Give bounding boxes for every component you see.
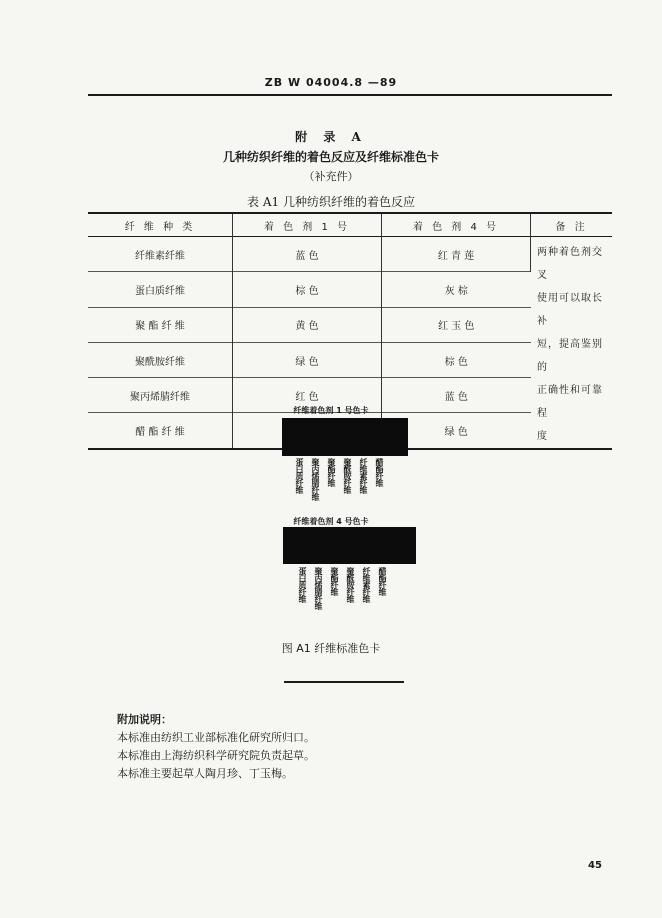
table-row <box>88 237 612 272</box>
annex-title: 附 录 A <box>295 130 367 144</box>
cell-dye-1: 黄 色 <box>233 307 382 342</box>
swatch-label: 聚酯纤维 <box>330 567 339 595</box>
swatch-label: 聚酰胺纤维 <box>346 567 355 602</box>
cell-dye-1: 红 色 <box>233 378 382 413</box>
cell-fiber: 蛋白质纤维 <box>88 272 233 307</box>
standard-code: ZB W 04004.8 —89 <box>264 76 398 89</box>
swatch-label: 醋酯纤维 <box>378 567 387 595</box>
color-card-4-swatch <box>283 527 416 564</box>
remark-line: 短，提高鉴别的 <box>537 339 603 373</box>
color-card-1-labels <box>294 458 384 500</box>
cell-dye-1: 棕 色 <box>233 272 382 307</box>
annex-subtitle: 几种纺织纤维的着色反应及纤维标准色卡 <box>222 150 439 164</box>
swatch-label: 聚酰胺纤维 <box>343 458 352 493</box>
cell-dye-4: 蓝 色 <box>444 391 468 403</box>
color-card-4-title: 纤维着色剂 4 号色卡 <box>293 517 369 526</box>
header-rule <box>88 94 612 96</box>
cell-remarks <box>531 237 613 450</box>
remark-line: 正确性和可靠程 <box>537 385 603 419</box>
cell-dye-4: 红 玉 色 <box>438 321 475 333</box>
cell-fiber: 聚 酯 纤 维 <box>88 307 233 342</box>
note-line: 本标准主要起草人陶月珍、丁玉梅。 <box>117 767 293 780</box>
swatch-label: 聚丙烯腈纤维 <box>311 458 320 500</box>
swatch-label: 聚丙烯腈纤维 <box>314 567 323 609</box>
swatch-label: 纤维素纤维 <box>359 458 368 493</box>
cell-dye-4: 绿 色 <box>444 427 468 439</box>
color-card-1-swatch <box>282 418 408 456</box>
remark-line: 使用可以取长补 <box>537 293 603 327</box>
notes-heading: 附加说明： <box>117 713 172 726</box>
page-number: 45 <box>588 860 602 871</box>
header-dye-4: 着 色 剂 4 号 <box>382 213 531 237</box>
cell-fiber: 聚丙烯腈纤维 <box>88 378 233 413</box>
cell-dye-1: 蓝 色 <box>233 237 382 272</box>
remark-line: 两种着色剂交叉 <box>537 247 603 281</box>
remark-line: 度 <box>537 431 548 442</box>
color-card-1-title: 纤维着色剂 1 号色卡 <box>293 406 369 415</box>
header-fiber-type: 纤 维 种 类 <box>88 213 233 237</box>
swatch-label: 纤维素纤维 <box>362 567 371 602</box>
section-divider <box>284 681 404 683</box>
cell-dye-4: 灰 棕 <box>444 285 468 297</box>
cell-fiber: 纤维素纤维 <box>88 237 233 272</box>
figure-caption: 图 A1 纤维标准色卡 <box>281 642 381 655</box>
swatch-label: 蛋白质纤维 <box>298 567 307 602</box>
header-dye-1: 着 色 剂 1 号 <box>233 213 382 237</box>
color-card-4-labels <box>297 567 387 609</box>
annex-note: （补充件） <box>303 170 359 183</box>
note-line: 本标准由纺织工业部标准化研究所归口。 <box>117 731 315 744</box>
cell-fiber: 聚酰胺纤维 <box>88 342 233 377</box>
header-remarks: 备 注 <box>555 221 588 233</box>
cell-dye-4: 红 青 莲 <box>382 237 531 272</box>
swatch-label: 醋酯纤维 <box>375 458 384 486</box>
note-line: 本标准由上海纺织科学研究院负责起草。 <box>117 749 315 762</box>
swatch-label: 聚酯纤维 <box>327 458 336 486</box>
table-caption: 表 A1 几种纺织纤维的着色反应 <box>247 195 415 209</box>
cell-dye-4: 棕 色 <box>444 356 468 368</box>
cell-fiber: 醋 酯 纤 维 <box>88 413 233 449</box>
table-header-row <box>88 213 612 237</box>
cell-dye-1: 绿 色 <box>233 342 382 377</box>
swatch-label: 蛋白质纤维 <box>295 458 304 493</box>
